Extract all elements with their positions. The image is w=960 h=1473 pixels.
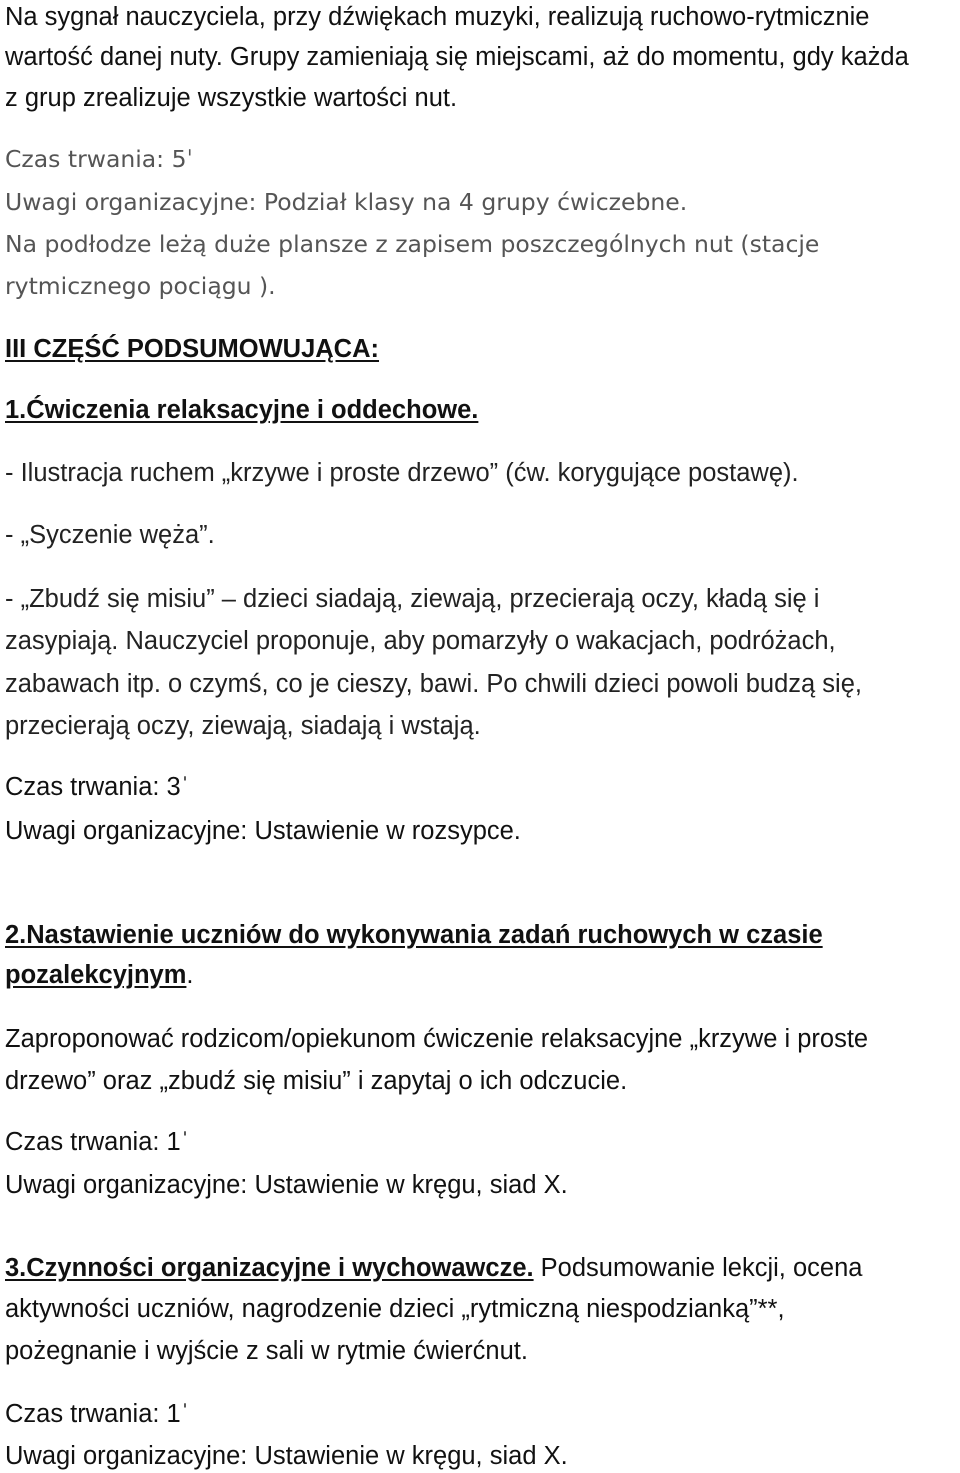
item3-heading-tail: Podsumowanie lekcji, ocena	[533, 1254, 863, 1282]
item2-heading-tail: .	[186, 961, 194, 989]
duration-text: Czas trwania: 5ˈ	[5, 145, 193, 173]
item2-line: drzewo” oraz „zbudź się misiu” i zapytaj o ich odczucie.	[5, 1067, 628, 1095]
item3-heading-line	[5, 1251, 862, 1285]
item2-heading-line2	[5, 958, 194, 992]
item2-heading-part: pozalekcyjnym	[5, 961, 187, 989]
item2-heading: 2.Nastawienie uczniów do wykonywania zadań ruchowych w czasie	[5, 921, 823, 949]
item1-line: - „Zbudź się misiu” – dzieci siadają, ziewają, przecierają oczy, kładą się i	[5, 585, 820, 613]
intro-line: Na sygnał nauczyciela, przy dźwiękach muzyki, realizują ruchowo-rytmicznie	[5, 3, 870, 31]
duration-text: Czas trwania: 3ˈ	[5, 773, 190, 801]
item3-line: aktywności uczniów, nagrodzenie dzieci „rytmiczną niespodzianką”**,	[5, 1295, 785, 1323]
organization-notes: Uwagi organizacyjne: Ustawienie w kręgu, siad X.	[5, 1171, 568, 1199]
item1-line: przecierają oczy, ziewają, siadają i wstają.	[5, 712, 481, 740]
duration-text: Czas trwania: 1ˈ	[5, 1128, 190, 1156]
item1-line: - Ilustracja ruchem „krzywe i proste drzewo” (ćw. korygujące postawę).	[5, 459, 799, 487]
item1-heading: 1.Ćwiczenia relaksacyjne i oddechowe.	[5, 396, 479, 424]
intro-line: z grup zrealizuje wszystkie wartości nut.	[5, 84, 458, 112]
organization-notes: rytmicznego pociągu ).	[5, 272, 276, 300]
organization-notes: Na podłodze leżą duże plansze z zapisem poszczególnych nut (stacje	[5, 230, 820, 258]
item3-line: pożegnanie i wyjście z sali w rytmie ćwierćnut.	[5, 1337, 528, 1365]
section-heading: III CZĘŚĆ PODSUMOWUJĄCA:	[5, 335, 380, 363]
duration-text: Czas trwania: 1ˈ	[5, 1400, 190, 1428]
item1-line: zasypiają. Nauczyciel proponuje, aby pomarzyły o wakacjach, podróżach,	[5, 627, 836, 655]
item1-line: zabawach itp. o czymś, co je cieszy, bawi. Po chwili dzieci powoli budzą się,	[5, 670, 862, 698]
organization-notes: Uwagi organizacyjne: Ustawienie w kręgu, siad X.	[5, 1442, 568, 1470]
item3-heading: 3.Czynności organizacyjne i wychowawcze.	[5, 1254, 534, 1282]
organization-notes: Uwagi organizacyjne: Podział klasy na 4 grupy ćwiczebne.	[5, 188, 688, 216]
organization-notes: Uwagi organizacyjne: Ustawienie w rozsypce.	[5, 817, 521, 845]
intro-line: wartość danej nuty. Grupy zamieniają się miejscami, aż do momentu, gdy każda	[5, 43, 909, 71]
item2-line: Zaproponować rodzicom/opiekunom ćwiczenie relaksacyjne „krzywe i proste	[5, 1025, 869, 1053]
item1-line: - „Syczenie węża”.	[5, 521, 215, 549]
